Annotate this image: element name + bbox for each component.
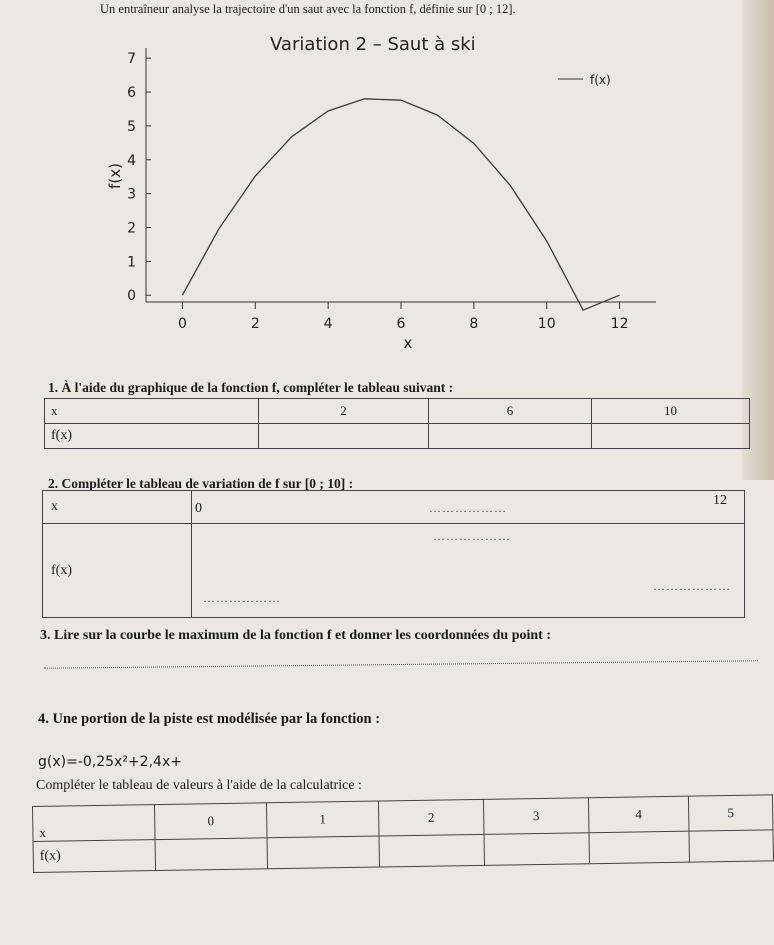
q2-x-label: x [51, 499, 58, 514]
series-line-f [182, 99, 619, 310]
y-tick-label: 2 [127, 220, 136, 237]
q4-fx-label: f(x) [33, 840, 155, 873]
q4-table [32, 794, 774, 873]
x-tick-label: 10 [537, 316, 556, 332]
y-tick-label: 5 [127, 118, 136, 135]
q2-start-value: 0 [195, 501, 202, 516]
x-tick-label: 0 [177, 316, 187, 332]
trajectory-chart [0, 0, 774, 370]
q2-blank[interactable]: ……………… [203, 591, 281, 605]
x-tick-label: 4 [323, 316, 333, 332]
q4-x-label: x [33, 805, 156, 842]
table-row [45, 424, 750, 449]
q1-x-cell: 2 [259, 399, 429, 424]
q4-fx-cell[interactable] [689, 830, 773, 862]
q1-x-cell: 6 [429, 399, 592, 424]
x-tick-label: 6 [396, 316, 406, 332]
q4-fx-cell[interactable] [267, 836, 379, 869]
q4-formula: g(x)=-0,25x²+2,4x+ [38, 754, 182, 770]
q3-heading: 3. Lire sur la courbe le maximum de la fonction f et donner les coordonnées du point : [40, 628, 551, 643]
y-tick-label: 1 [127, 254, 136, 271]
q4-x-cell: 4 [588, 796, 689, 833]
x-tick-label: 2 [250, 316, 260, 332]
q4-fx-cell[interactable] [155, 838, 267, 871]
q1-table [44, 398, 750, 449]
q4-x-cell: 5 [688, 795, 773, 831]
q4-x-cell: 3 [483, 798, 589, 835]
q2-end-value: 12 [713, 493, 727, 508]
q1-x-label: x [45, 399, 259, 424]
q1-fx-cell[interactable] [592, 424, 750, 449]
y-tick-label: 7 [127, 51, 136, 68]
q1-fx-cell[interactable] [259, 424, 429, 449]
x-axis-label: x [403, 334, 413, 352]
x-tick-label: 12 [610, 316, 629, 332]
legend-label: f(x) [590, 73, 611, 87]
q1-x-cell: 10 [592, 399, 750, 424]
q2-variation-table [42, 490, 745, 618]
y-axis-label: f(x) [106, 163, 124, 189]
q4-heading: 4. Une portion de la piste est modélisée par la fonction : [38, 711, 381, 727]
y-tick-label: 3 [127, 186, 136, 203]
q2-blank[interactable]: ……………… [653, 579, 731, 593]
chart-title: Variation 2 – Saut à ski [270, 34, 476, 55]
q2-heading: 2. Compléter le tableau de variation de f sur [0 ; 10] : [48, 476, 354, 491]
q4-x-cell: 2 [378, 799, 484, 836]
q1-fx-cell[interactable] [429, 424, 592, 449]
q4-fx-cell[interactable] [379, 834, 484, 867]
y-tick-label: 0 [127, 288, 136, 305]
q2-row-divider [43, 523, 744, 524]
q4-instruction: Compléter le tableau de valeurs à l'aide de la calculatrice : [36, 778, 362, 793]
q2-blank[interactable]: ……………… [429, 501, 507, 515]
q4-x-cell: 1 [266, 801, 379, 838]
q4-fx-cell[interactable] [589, 831, 689, 864]
q2-col-divider [191, 491, 192, 617]
q3-answer-line[interactable] [44, 660, 758, 668]
intro-text: Un entraîneur analyse la trajectoire d'un saut avec la fonction f, définie sur [0 ; 12]. [100, 2, 516, 16]
q2-blank[interactable]: ……………… [433, 529, 511, 543]
q4-x-cell: 0 [154, 803, 267, 840]
q1-heading: 1. À l'aide du graphique de la fonction f, compléter le tableau suivant : [48, 380, 454, 395]
q2-fx-label: f(x) [51, 563, 72, 578]
y-tick-label: 4 [127, 152, 136, 169]
y-tick-label: 6 [127, 85, 136, 102]
x-tick-label: 8 [469, 316, 479, 332]
q4-fx-cell[interactable] [484, 833, 589, 866]
q1-fx-label: f(x) [45, 424, 259, 449]
table-row [45, 399, 750, 424]
